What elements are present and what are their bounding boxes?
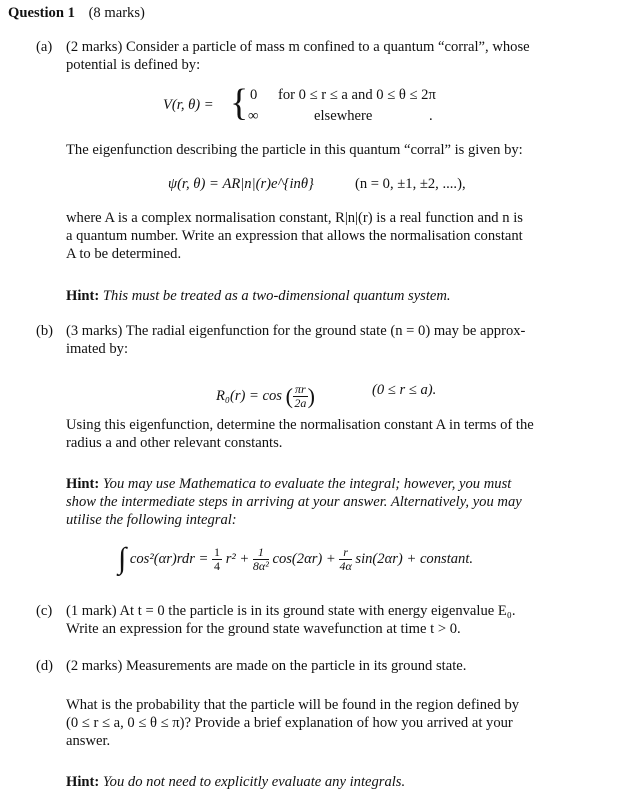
radial-den: 2a [294,396,307,410]
integral-frac2-den: 8α² [252,558,269,573]
part-b-hint-line2: show the intermediate steps in arriving at your answer. Alternatively, you may [66,494,522,510]
case2-value: ∞ [248,108,259,124]
potential-lhs: V(r, θ) = [163,97,214,113]
part-b-use-line2: radius a and other relevant constants. [66,435,283,451]
part-a-marker: (a) [36,39,53,55]
integral-term2: cos(2αr) + [272,551,336,567]
part-b-hint-line1 [66,475,511,493]
part-c-marker: (c) [36,603,53,619]
integral-frac1-num: 1 [214,544,221,559]
radial-right-paren: ) [307,383,315,409]
part-a-hint-text: This must be treated as a two-dimensional quantum system. [102,288,451,304]
part-b-line1: (3 marks) The radial eigenfunction for the ground state (n = 0) may be approx- [66,323,526,339]
radial-lhs: R₀(r) = cos [216,387,282,404]
integral-term3: sin(2αr) + constant. [355,551,474,567]
radial-range: (0 ≤ r ≤ a). [372,382,437,398]
part-d-hint-label: Hint: [66,774,100,790]
part-a-where-line1: where A is a complex normalisation constant, R|n|(r) is a real function and n is [66,210,523,226]
part-a-intro-line1: (2 marks) Consider a particle of mass m confined to a quantum “corral”, whose [66,39,530,55]
eigen-equation: ψ(r, θ) = AR|n|(r)e^{inθ} [168,176,314,192]
integral-formula [118,544,473,584]
question-header [8,4,145,22]
part-b-use-line1: Using this eigenfunction, determine the normalisation constant A in terms of the [66,417,534,433]
part-a-intro-line2: potential is defined by: [66,57,201,73]
part-a-hint-label: Hint: [66,288,100,304]
eigen-intro: The eigenfunction describing the particle in this quantum “corral” is given by: [66,142,523,158]
part-d-line1: (2 marks) Measurements are made on the particle in its ground state. [66,658,467,674]
integral-frac1 [212,546,222,573]
integral-frac2 [253,546,269,573]
part-c-line2: Write an expression for the ground state wavefunction at time t > 0. [66,621,461,637]
part-d-hint-text: You do not need to explicitly evaluate any integrals. [102,774,406,790]
part-b-hint-label: Hint: [66,476,100,492]
radial-left-paren: ( [285,383,293,409]
integral-frac3 [339,546,351,573]
part-a-where-line3: A to be determined. [66,246,182,262]
part-b-hint-line3: utilise the following integral: [66,512,237,528]
integral-frac1-den: 4 [214,558,221,573]
part-a-hint [66,287,451,305]
potential-period: . [429,108,433,124]
radial-fraction [293,383,308,410]
integral-sign: ∫ [118,542,127,575]
part-d-question-line1: What is the probability that the particle will be found in the region defined by [66,697,520,713]
case1-value: 0 [250,87,258,103]
integral-lhs: cos²(αr)rdr = [129,551,209,567]
part-d-hint [66,773,405,791]
part-b-hint-text1: You may use Mathematica to evaluate the integral; however, you must [102,476,512,492]
integral-frac3-den: 4α [339,558,352,573]
integral-term1: r² + [225,551,250,567]
integral-frac3-num: r [339,546,351,560]
question-label: Question 1 [8,5,75,21]
question-marks: (8 marks) [88,5,145,21]
part-b-line2: imated by: [66,341,129,357]
part-d-marker: (d) [36,658,54,674]
part-c-line1: (1 mark) At t = 0 the particle is in its ground state with energy eigenvalue E₀. [66,603,516,619]
eigen-range: (n = 0, ±1, ±2, ....), [355,176,466,192]
part-d-question-line3: answer. [66,733,111,749]
piecewise-brace: { [230,82,249,124]
radial-equation [216,383,315,410]
case2-condition: elsewhere [314,108,373,124]
part-a-where-line2: a quantum number. Write an expression that allows the normalisation constant [66,228,523,244]
part-d-question-line2: (0 ≤ r ≤ a, 0 ≤ θ ≤ π)? Provide a brief explanation of how you arrived at your [66,715,513,731]
integral-frac2-num: 1 [253,546,269,560]
part-b-marker: (b) [36,323,54,339]
radial-num: πr [294,382,306,396]
case1-condition: for 0 ≤ r ≤ a and 0 ≤ θ ≤ 2π [278,87,436,103]
